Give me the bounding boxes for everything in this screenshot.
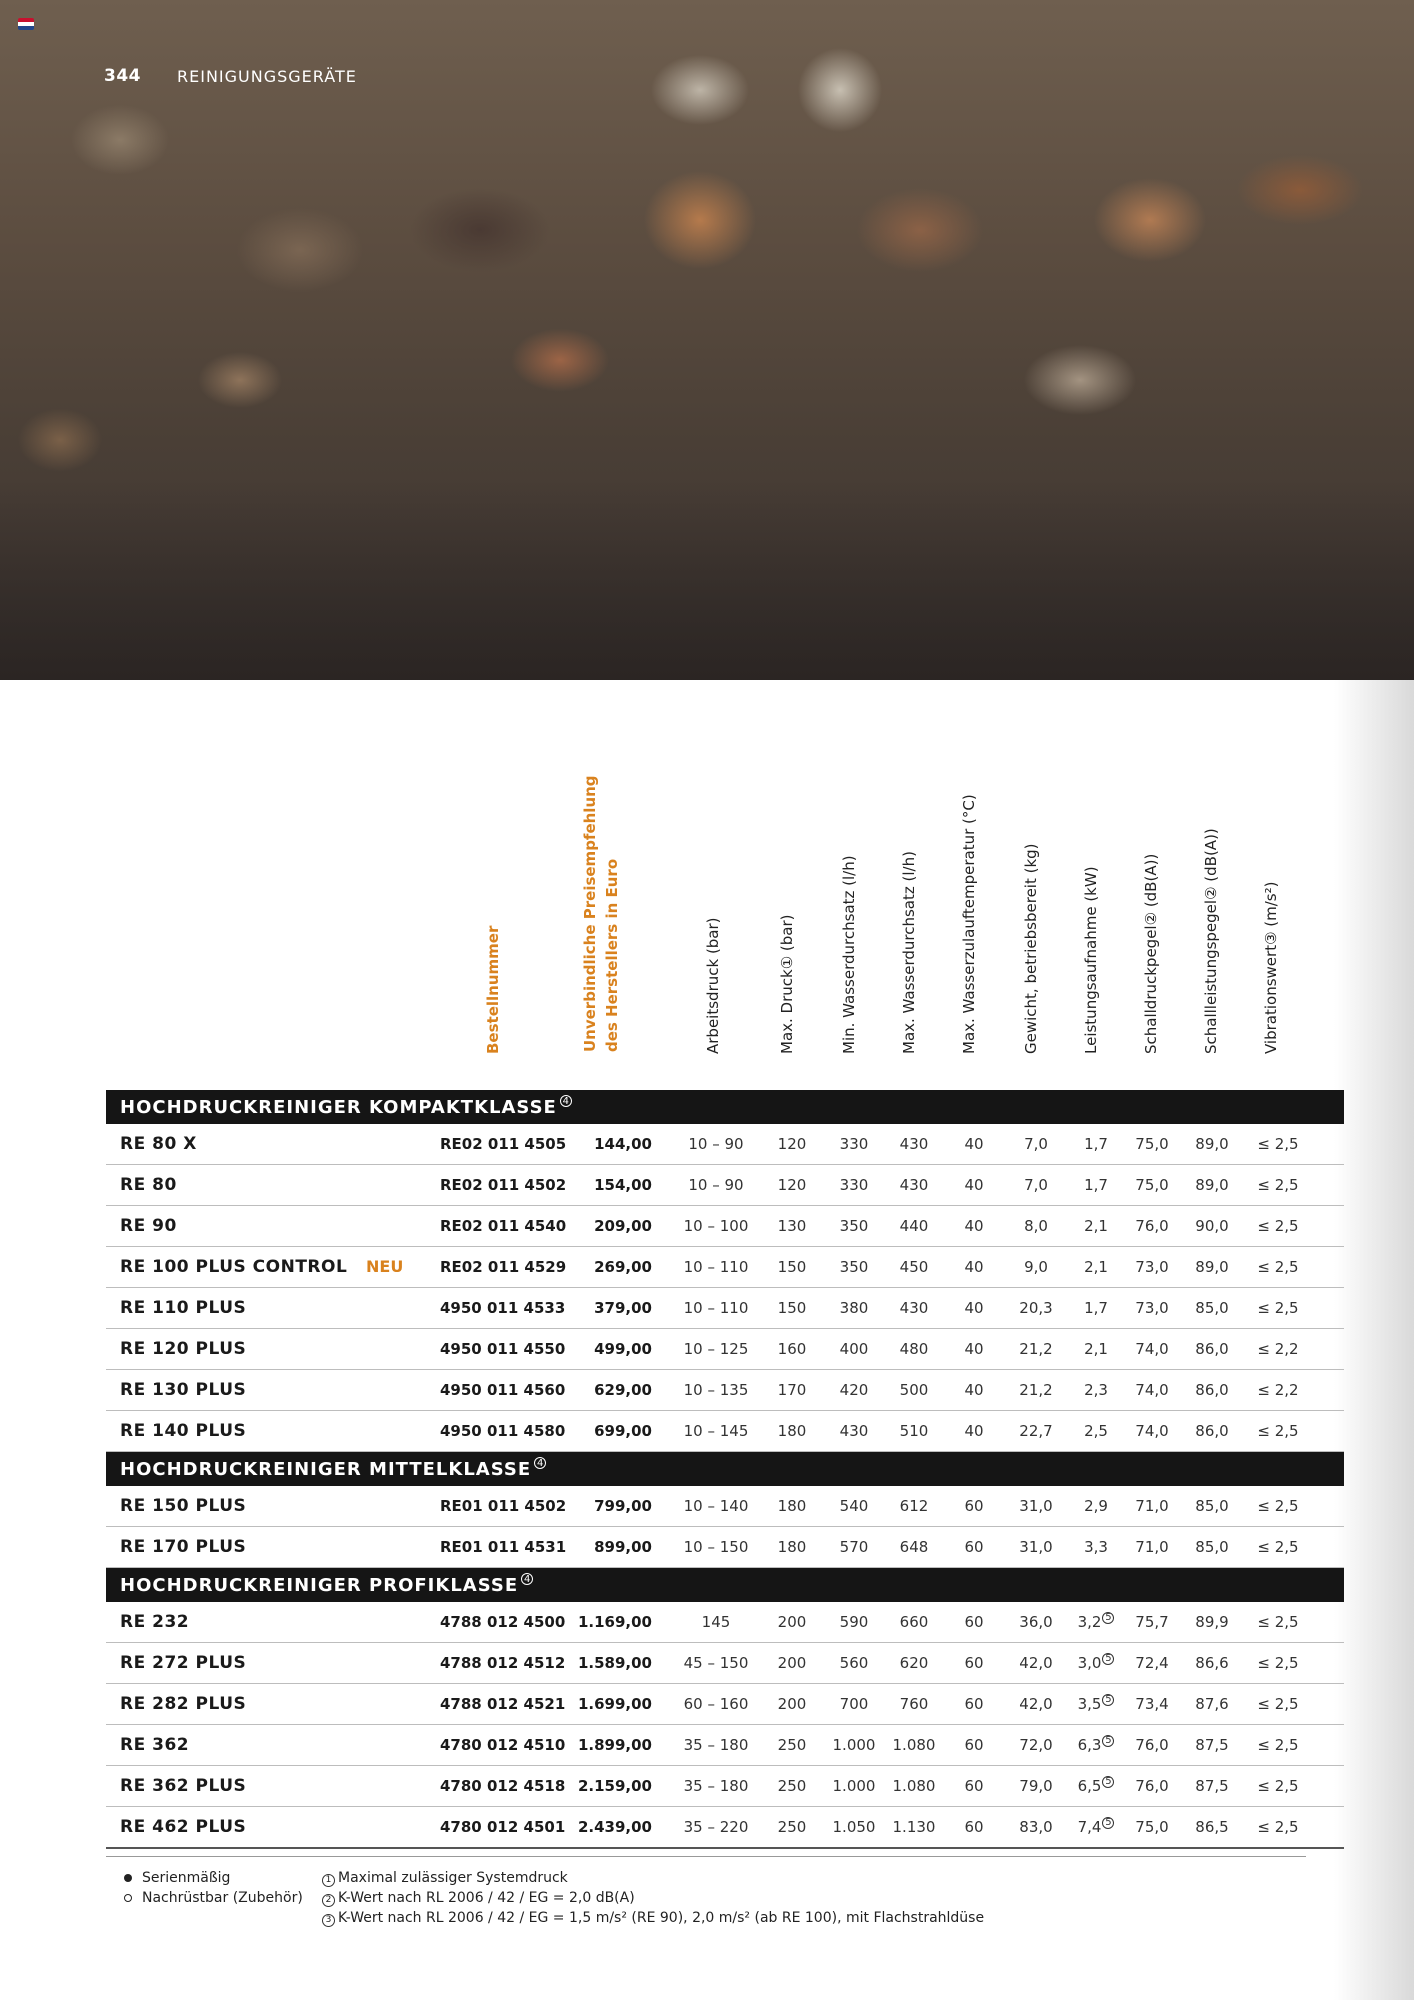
spec-value: 74,0 <box>1135 1381 1169 1399</box>
spec-value: ≤ 2,2 <box>1257 1381 1299 1399</box>
spec-value: 1.130 <box>892 1818 936 1836</box>
col-header-sound-pressure: Schalldruckpegel② (dB(A)) <box>1142 853 1160 1054</box>
spec-value: 89,9 <box>1195 1613 1229 1631</box>
model-name: RE 80 <box>120 1175 177 1195</box>
spec-value: 430 <box>839 1422 869 1440</box>
spec-value: 2,9 <box>1084 1497 1108 1515</box>
order-number: 4950 011 4550 <box>440 1340 566 1358</box>
order-number: 4950 011 4580 <box>440 1422 566 1440</box>
footnote-marker: 5 <box>1102 1817 1114 1829</box>
category-header <box>106 1090 1344 1124</box>
spec-value: 180 <box>777 1538 807 1556</box>
spec-value: ≤ 2,5 <box>1257 1422 1299 1440</box>
table-row <box>106 1124 1344 1165</box>
category-title: HOCHDRUCKREINIGER PROFIKLASSE <box>120 1574 519 1596</box>
category-header <box>106 1568 1344 1602</box>
col-header-max-temp: Max. Wasserzulauftemperatur (°C) <box>960 794 978 1054</box>
spec-value: 648 <box>899 1538 929 1556</box>
spec-value: 89,0 <box>1195 1135 1229 1153</box>
order-number: 4788 012 4512 <box>440 1654 566 1672</box>
spec-value: 35 – 220 <box>683 1818 749 1836</box>
col-header-working-pressure: Arbeitsdruck (bar) <box>704 917 722 1054</box>
spec-value: 40 <box>964 1422 984 1440</box>
spec-value: 10 – 140 <box>683 1497 749 1515</box>
spec-value: 60 <box>964 1613 984 1631</box>
spec-value: 86,0 <box>1195 1381 1229 1399</box>
spec-value: 200 <box>777 1695 807 1713</box>
table-row <box>106 1602 1344 1643</box>
model-name: RE 100 PLUS CONTROL <box>120 1257 348 1277</box>
spec-value: 74,0 <box>1135 1340 1169 1358</box>
spec-value: 60 <box>964 1736 984 1754</box>
price: 1.699,00 <box>577 1695 652 1713</box>
spec-value: 89,0 <box>1195 1176 1229 1194</box>
spec-value: 75,0 <box>1135 1818 1169 1836</box>
footer-divider <box>106 1856 1306 1857</box>
spec-value: 7,0 <box>1024 1135 1048 1153</box>
spec-value: 9,0 <box>1024 1258 1048 1276</box>
price: 699,00 <box>594 1422 652 1440</box>
category-footnote-marker: 4 <box>534 1457 546 1469</box>
spec-value: 60 <box>964 1497 984 1515</box>
spec-value: 40 <box>964 1135 984 1153</box>
model-name: RE 170 PLUS <box>120 1537 247 1557</box>
page-number: 344 <box>104 66 141 86</box>
spec-value: 40 <box>964 1258 984 1276</box>
new-badge: NEU <box>366 1257 404 1276</box>
spec-value: 430 <box>899 1176 929 1194</box>
spec-value: 1.080 <box>892 1736 936 1754</box>
spec-value: 450 <box>899 1258 929 1276</box>
model-name: RE 272 PLUS <box>120 1653 247 1673</box>
spec-value: 170 <box>777 1381 807 1399</box>
photo-shade <box>0 480 1414 680</box>
price: 209,00 <box>594 1217 652 1235</box>
spec-value: 330 <box>839 1176 869 1194</box>
spec-value: 8,0 <box>1024 1217 1048 1235</box>
spec-value: ≤ 2,5 <box>1257 1217 1299 1235</box>
spec-value: 130 <box>777 1217 807 1235</box>
price: 269,00 <box>594 1258 652 1276</box>
footnotes <box>322 1868 984 1928</box>
spec-value: 75,0 <box>1135 1135 1169 1153</box>
spec-value: 10 – 145 <box>683 1422 749 1440</box>
spec-value: ≤ 2,5 <box>1257 1695 1299 1713</box>
spec-value: 1.000 <box>832 1777 876 1795</box>
spec-value: 350 <box>839 1258 869 1276</box>
spec-value: 2,5 <box>1084 1422 1108 1440</box>
spec-value: 72,0 <box>1019 1736 1053 1754</box>
col-header-weight: Gewicht, betriebsbereit (kg) <box>1022 843 1040 1054</box>
spec-value: 71,0 <box>1135 1538 1169 1556</box>
spec-value: 480 <box>899 1340 929 1358</box>
spec-value: 73,0 <box>1135 1299 1169 1317</box>
spec-value: 3,3 <box>1084 1538 1108 1556</box>
spec-value: 22,7 <box>1019 1422 1053 1440</box>
spec-value: 160 <box>777 1340 807 1358</box>
footnote-2: 2 K-Wert nach RL 2006 / 42 / EG = 2,0 dB(A) <box>322 1888 984 1908</box>
spec-value: 510 <box>899 1422 929 1440</box>
spec-value: 85,0 <box>1195 1538 1229 1556</box>
spec-value: 73,4 <box>1135 1695 1169 1713</box>
table-row <box>106 1411 1344 1452</box>
price: 1.589,00 <box>577 1654 652 1672</box>
spec-value: 21,2 <box>1019 1381 1053 1399</box>
legend <box>124 1868 303 1908</box>
spec-value: 35 – 180 <box>683 1736 749 1754</box>
spec-value: 73,0 <box>1135 1258 1169 1276</box>
col-header-order-number: Bestellnummer <box>484 925 502 1054</box>
spec-value: 85,0 <box>1195 1497 1229 1515</box>
order-number: RE01 011 4502 <box>440 1497 567 1515</box>
spec-value: 120 <box>777 1176 807 1194</box>
spec-value: 75,0 <box>1135 1176 1169 1194</box>
spec-value: 86,0 <box>1195 1340 1229 1358</box>
spec-value: 36,0 <box>1019 1613 1053 1631</box>
spec-value: 1,7 <box>1084 1135 1108 1153</box>
spec-value: 31,0 <box>1019 1497 1053 1515</box>
spec-value: 60 – 160 <box>683 1695 749 1713</box>
spec-value: 350 <box>839 1217 869 1235</box>
spec-value: 180 <box>777 1497 807 1515</box>
spec-value: 72,4 <box>1135 1654 1169 1672</box>
category-footnote-marker: 4 <box>560 1095 572 1107</box>
spec-value: 40 <box>964 1299 984 1317</box>
spec-value: ≤ 2,5 <box>1257 1818 1299 1836</box>
spec-value: 200 <box>777 1654 807 1672</box>
spec-value: 200 <box>777 1613 807 1631</box>
price: 499,00 <box>594 1340 652 1358</box>
model-name: RE 150 PLUS <box>120 1496 247 1516</box>
order-number: 4950 011 4560 <box>440 1381 566 1399</box>
table-row <box>106 1370 1344 1411</box>
order-number: 4950 011 4533 <box>440 1299 566 1317</box>
model-name: RE 140 PLUS <box>120 1421 247 1441</box>
empty-dot-icon <box>124 1894 132 1902</box>
footnote-marker: 5 <box>1102 1735 1114 1747</box>
spec-value: 35 – 180 <box>683 1777 749 1795</box>
table-row <box>106 1247 1344 1288</box>
table-body <box>106 1090 1344 1849</box>
spec-value: 1.080 <box>892 1777 936 1795</box>
spec-value: 76,0 <box>1135 1736 1169 1754</box>
spec-value: 7,0 <box>1024 1176 1048 1194</box>
model-name: RE 362 <box>120 1735 190 1755</box>
spec-value: 760 <box>899 1695 929 1713</box>
table-row <box>106 1725 1344 1766</box>
spec-value: ≤ 2,5 <box>1257 1135 1299 1153</box>
footnote-marker: 5 <box>1102 1694 1114 1706</box>
footnote-marker: 5 <box>1102 1653 1114 1665</box>
order-number: RE02 011 4505 <box>440 1135 567 1153</box>
spec-value: 40 <box>964 1340 984 1358</box>
table-row <box>106 1766 1344 1807</box>
filled-dot-icon <box>124 1874 132 1882</box>
spec-value: 79,0 <box>1019 1777 1053 1795</box>
page-edge-shadow <box>1334 680 1414 2000</box>
order-number: 4788 012 4521 <box>440 1695 566 1713</box>
spec-value: 20,3 <box>1019 1299 1053 1317</box>
spec-value: 74,0 <box>1135 1422 1169 1440</box>
spec-value: 86,6 <box>1195 1654 1229 1672</box>
spec-value: 250 <box>777 1777 807 1795</box>
spec-value: 60 <box>964 1818 984 1836</box>
spec-value: ≤ 2,5 <box>1257 1654 1299 1672</box>
spec-value: 500 <box>899 1381 929 1399</box>
table-header <box>106 680 1344 1090</box>
spec-value: 1,7 <box>1084 1176 1108 1194</box>
spec-value: 40 <box>964 1176 984 1194</box>
model-name: RE 120 PLUS <box>120 1339 247 1359</box>
model-name: RE 362 PLUS <box>120 1776 247 1796</box>
legend-optional: Nachrüstbar (Zubehör) <box>124 1888 303 1908</box>
category-header <box>106 1452 1344 1486</box>
order-number: 4780 012 4501 <box>440 1818 566 1836</box>
spec-value: 150 <box>777 1299 807 1317</box>
spec-value: 1.050 <box>832 1818 876 1836</box>
spec-value: 2,1 <box>1084 1258 1108 1276</box>
spec-value: 120 <box>777 1135 807 1153</box>
col-header-min-flow: Min. Wasserdurchsatz (l/h) <box>840 855 858 1054</box>
col-header-max-flow: Max. Wasserdurchsatz (l/h) <box>900 851 918 1054</box>
table-row <box>106 1329 1344 1370</box>
spec-value: 87,5 <box>1195 1777 1229 1795</box>
spec-value: 60 <box>964 1538 984 1556</box>
table-row <box>106 1684 1344 1725</box>
price: 629,00 <box>594 1381 652 1399</box>
model-name: RE 90 <box>120 1216 177 1236</box>
spec-value: ≤ 2,2 <box>1257 1340 1299 1358</box>
spec-value: ≤ 2,5 <box>1257 1258 1299 1276</box>
spec-value: 90,0 <box>1195 1217 1229 1235</box>
spec-value: 700 <box>839 1695 869 1713</box>
spec-value: 400 <box>839 1340 869 1358</box>
spec-table <box>106 680 1344 1849</box>
spec-value: 380 <box>839 1299 869 1317</box>
model-name: RE 282 PLUS <box>120 1694 247 1714</box>
col-header-power: Leistungsaufnahme (kW) <box>1082 866 1100 1054</box>
category-footnote-marker: 4 <box>521 1573 533 1585</box>
price: 144,00 <box>594 1135 652 1153</box>
spec-value: 86,0 <box>1195 1422 1229 1440</box>
spec-value: 590 <box>839 1613 869 1631</box>
price: 2.439,00 <box>577 1818 652 1836</box>
order-number: RE02 011 4529 <box>440 1258 567 1276</box>
spec-value: 10 – 90 <box>688 1135 744 1153</box>
spec-value: 60 <box>964 1777 984 1795</box>
spec-value: 10 – 125 <box>683 1340 749 1358</box>
category-title: HOCHDRUCKREINIGER KOMPAKTKLASSE <box>120 1096 557 1118</box>
spec-value: 76,0 <box>1135 1777 1169 1795</box>
spec-value: 40 <box>964 1381 984 1399</box>
spec-value: 21,2 <box>1019 1340 1053 1358</box>
model-name: RE 232 <box>120 1612 190 1632</box>
spec-value: 1,7 <box>1084 1299 1108 1317</box>
col-header-max-pressure: Max. Druck① (bar) <box>778 914 796 1054</box>
price: 799,00 <box>594 1497 652 1515</box>
spec-value: 10 – 110 <box>683 1258 749 1276</box>
spec-value: ≤ 2,5 <box>1257 1613 1299 1631</box>
spec-value: 620 <box>899 1654 929 1672</box>
price: 154,00 <box>594 1176 652 1194</box>
table-row <box>106 1165 1344 1206</box>
order-number: 4780 012 4510 <box>440 1736 566 1754</box>
model-name: RE 110 PLUS <box>120 1298 247 1318</box>
spec-value: 76,0 <box>1135 1217 1169 1235</box>
spec-value: 10 – 90 <box>688 1176 744 1194</box>
spec-value: 42,0 <box>1019 1695 1053 1713</box>
spec-value: 6,5 5 <box>1061 1766 1131 1806</box>
spec-value: ≤ 2,5 <box>1257 1777 1299 1795</box>
spec-value: 10 – 135 <box>683 1381 749 1399</box>
spec-value: ≤ 2,5 <box>1257 1299 1299 1317</box>
price: 379,00 <box>594 1299 652 1317</box>
legend-standard: Serienmäßig <box>124 1868 303 1888</box>
price: 2.159,00 <box>577 1777 652 1795</box>
spec-value: 31,0 <box>1019 1538 1053 1556</box>
section-title: REINIGUNGSGERÄTE <box>177 67 357 86</box>
spec-value: 45 – 150 <box>683 1654 749 1672</box>
spec-value: 10 – 110 <box>683 1299 749 1317</box>
spec-value: 612 <box>899 1497 929 1515</box>
spec-value: 250 <box>777 1736 807 1754</box>
spec-value: 10 – 100 <box>683 1217 749 1235</box>
model-name: RE 130 PLUS <box>120 1380 247 1400</box>
language-flag-icon <box>18 18 34 30</box>
spec-value: 420 <box>839 1381 869 1399</box>
spec-value: ≤ 2,5 <box>1257 1736 1299 1754</box>
spec-value: 71,0 <box>1135 1497 1169 1515</box>
spec-value: 145 <box>701 1613 731 1631</box>
spec-value: 87,6 <box>1195 1695 1229 1713</box>
spec-value: 85,0 <box>1195 1299 1229 1317</box>
table-row <box>106 1643 1344 1684</box>
order-number: RE02 011 4540 <box>440 1217 567 1235</box>
spec-value: 6,3 5 <box>1061 1725 1131 1765</box>
spec-value: 660 <box>899 1613 929 1631</box>
spec-value: 60 <box>964 1695 984 1713</box>
spec-value: 86,5 <box>1195 1818 1229 1836</box>
spec-value: 570 <box>839 1538 869 1556</box>
model-name: RE 80 X <box>120 1134 197 1154</box>
price: 1.169,00 <box>577 1613 652 1631</box>
spec-value: 2,3 <box>1084 1381 1108 1399</box>
order-number: RE02 011 4502 <box>440 1176 567 1194</box>
table-row <box>106 1527 1344 1568</box>
spec-value: 60 <box>964 1654 984 1672</box>
footnote-marker: 5 <box>1102 1776 1114 1788</box>
spec-value: 42,0 <box>1019 1654 1053 1672</box>
spec-value: 330 <box>839 1135 869 1153</box>
spec-value: ≤ 2,5 <box>1257 1538 1299 1556</box>
spec-value: 75,7 <box>1135 1613 1169 1631</box>
footnote-marker: 5 <box>1102 1612 1114 1624</box>
price: 899,00 <box>594 1538 652 1556</box>
spec-value: 430 <box>899 1299 929 1317</box>
table-row <box>106 1206 1344 1247</box>
spec-value: 1.000 <box>832 1736 876 1754</box>
col-header-vibration: Vibrationswert③ (m/s²) <box>1262 881 1280 1054</box>
price: 1.899,00 <box>577 1736 652 1754</box>
spec-value: 2,1 <box>1084 1217 1108 1235</box>
spec-value: 87,5 <box>1195 1736 1229 1754</box>
footnote-1: 1 Maximal zulässiger Systemdruck <box>322 1868 984 1888</box>
category-title: HOCHDRUCKREINIGER MITTELKLASSE <box>120 1458 532 1480</box>
footnote-3: 3 K-Wert nach RL 2006 / 42 / EG = 1,5 m/s² (RE 90), 2,0 m/s² (ab RE 100), mit Flachstrahldüse <box>322 1908 984 1928</box>
spec-value: 89,0 <box>1195 1258 1229 1276</box>
table-row <box>106 1288 1344 1329</box>
col-header-sound-power: Schallleistungspegel② (dB(A)) <box>1202 828 1220 1054</box>
header-photo <box>0 0 1414 680</box>
col-header-price: Unverbindliche Preisempfehlung des Herstellers in Euro <box>581 775 621 1052</box>
order-number: 4788 012 4500 <box>440 1613 566 1631</box>
spec-value: 2,1 <box>1084 1340 1108 1358</box>
spec-value: 3,0 5 <box>1061 1643 1131 1683</box>
model-name: RE 462 PLUS <box>120 1817 247 1837</box>
spec-value: 40 <box>964 1217 984 1235</box>
spec-value: 250 <box>777 1818 807 1836</box>
spec-value: 540 <box>839 1497 869 1515</box>
order-number: RE01 011 4531 <box>440 1538 567 1556</box>
spec-value: 83,0 <box>1019 1818 1053 1836</box>
spec-value: ≤ 2,5 <box>1257 1176 1299 1194</box>
spec-value: 150 <box>777 1258 807 1276</box>
table-row <box>106 1807 1344 1849</box>
spec-value: 560 <box>839 1654 869 1672</box>
spec-value: 7,4 5 <box>1061 1807 1131 1847</box>
spec-value: 430 <box>899 1135 929 1153</box>
order-number: 4780 012 4518 <box>440 1777 566 1795</box>
spec-value: ≤ 2,5 <box>1257 1497 1299 1515</box>
spec-value: 10 – 150 <box>683 1538 749 1556</box>
spec-value: 180 <box>777 1422 807 1440</box>
spec-value: 440 <box>899 1217 929 1235</box>
table-row <box>106 1486 1344 1527</box>
spec-value: 3,5 5 <box>1061 1684 1131 1724</box>
spec-value: 3,2 5 <box>1061 1602 1131 1642</box>
